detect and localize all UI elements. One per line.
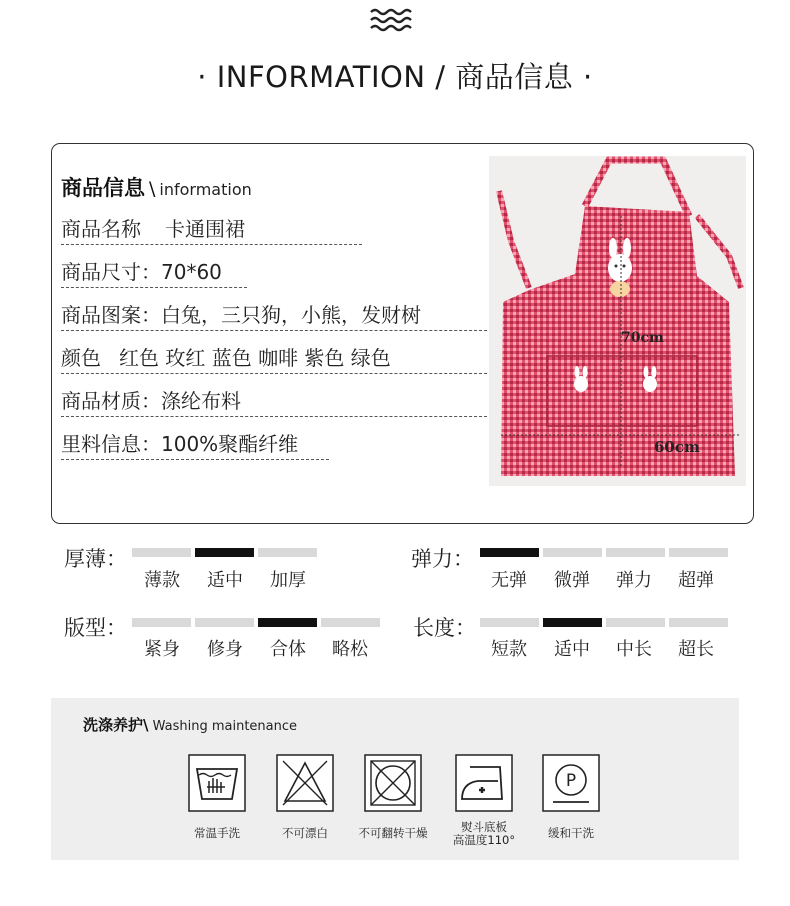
length-measurement-label: 70cm — [621, 330, 664, 346]
length-label: 长度： — [413, 616, 476, 640]
fit-seg-tight — [132, 618, 191, 627]
info-row-label: 商品图案： — [61, 303, 161, 327]
thickness-option: 薄款 — [144, 570, 180, 591]
info-row-label: 里料信息： — [61, 432, 161, 456]
info-heading-cn: 商品信息 — [61, 176, 145, 200]
care-label-no-bleach: 不可漂白 — [282, 826, 328, 840]
width-measurement-label: 60cm — [654, 438, 700, 456]
fit-option: 合体 — [270, 639, 306, 660]
length-option: 超长 — [678, 639, 714, 660]
no-tumble-dry-icon — [363, 753, 423, 813]
page-title: · INFORMATION / 商品信息 · — [197, 60, 593, 94]
info-row-value: 卡通围裙 — [165, 217, 245, 241]
care-label-dry-clean: 缓和干洗 — [548, 826, 594, 840]
thickness-bar — [132, 548, 317, 557]
apron-illustration — [489, 156, 746, 486]
thickness-option: 加厚 — [270, 570, 306, 591]
fit-seg-regular — [258, 618, 317, 627]
info-row-color — [61, 346, 492, 374]
info-row-name — [61, 217, 362, 245]
dry-clean-p-icon — [541, 753, 601, 813]
length-bar — [480, 618, 728, 627]
info-heading-en: information — [159, 180, 252, 199]
elasticity-option: 超弹 — [678, 570, 714, 591]
info-row-label: 商品尺寸： — [61, 260, 161, 284]
info-row-label: 颜色 — [61, 346, 101, 370]
elasticity-label: 弹力： — [411, 547, 474, 571]
care-heading — [83, 714, 297, 735]
thickness-seg-thick — [258, 548, 317, 557]
elasticity-option: 弹力 — [616, 570, 652, 591]
hand-wash-icon — [187, 753, 247, 813]
elasticity-seg-slight — [543, 548, 602, 557]
info-row-label: 商品材质： — [61, 389, 161, 413]
care-label-iron-line1: 熨斗底板 — [461, 820, 507, 834]
info-heading — [61, 172, 252, 202]
fit-option: 紧身 — [144, 639, 180, 660]
thickness-seg-thin — [132, 548, 191, 557]
elasticity-seg-none — [480, 548, 539, 557]
fit-option: 修身 — [207, 639, 243, 660]
thickness-seg-medium — [195, 548, 254, 557]
fit-seg-loose — [321, 618, 380, 627]
washing-care-panel — [51, 698, 739, 860]
care-label-hand-wash: 常温手洗 — [194, 826, 240, 840]
fit-bar — [132, 618, 380, 627]
info-row-size — [61, 260, 247, 288]
elasticity-bar — [480, 548, 728, 557]
iron-icon — [454, 753, 514, 813]
info-row-value: 白兔，三只狗，小熊，发财树 — [161, 303, 421, 327]
info-row-pattern — [61, 303, 492, 331]
product-photo — [489, 156, 746, 486]
elasticity-seg-elastic — [606, 548, 665, 557]
length-seg-extra-long — [669, 618, 728, 627]
care-heading-cn: 洗涤养护\ — [83, 716, 149, 734]
elasticity-option: 微弹 — [554, 570, 590, 591]
length-option: 短款 — [491, 639, 527, 660]
length-seg-mid-long — [606, 618, 665, 627]
info-row-value: 100%聚酯纤维 — [161, 432, 299, 456]
length-seg-short — [480, 618, 539, 627]
dry-clean-letter: P — [565, 771, 577, 791]
elasticity-option: 无弹 — [491, 570, 527, 591]
thickness-option: 适中 — [207, 570, 243, 591]
care-heading-en: Washing maintenance — [148, 719, 298, 734]
no-bleach-icon — [275, 753, 335, 813]
info-row-value: 红色 玫红 蓝色 咖啡 紫色 绿色 — [119, 346, 391, 370]
info-row-material — [61, 389, 492, 417]
care-label-iron-line2: 高温度110° — [452, 833, 516, 847]
info-row-value: 70*60 — [161, 260, 222, 284]
fit-option: 略松 — [332, 639, 368, 660]
info-row-label: 商品名称 — [61, 217, 141, 241]
elasticity-seg-super — [669, 548, 728, 557]
care-label-no-tumble-dry: 不可翻转干燥 — [358, 826, 428, 840]
info-heading-separator: \ — [149, 178, 156, 200]
fit-seg-slim — [195, 618, 254, 627]
wave-logo-icon — [367, 6, 419, 34]
length-seg-medium — [543, 618, 602, 627]
length-option: 适中 — [554, 639, 590, 660]
fit-label: 版型： — [64, 616, 127, 640]
info-row-lining — [61, 432, 329, 460]
info-row-value: 涤纶布料 — [161, 389, 241, 413]
length-option: 中长 — [616, 639, 652, 660]
thickness-label: 厚薄： — [64, 547, 127, 571]
